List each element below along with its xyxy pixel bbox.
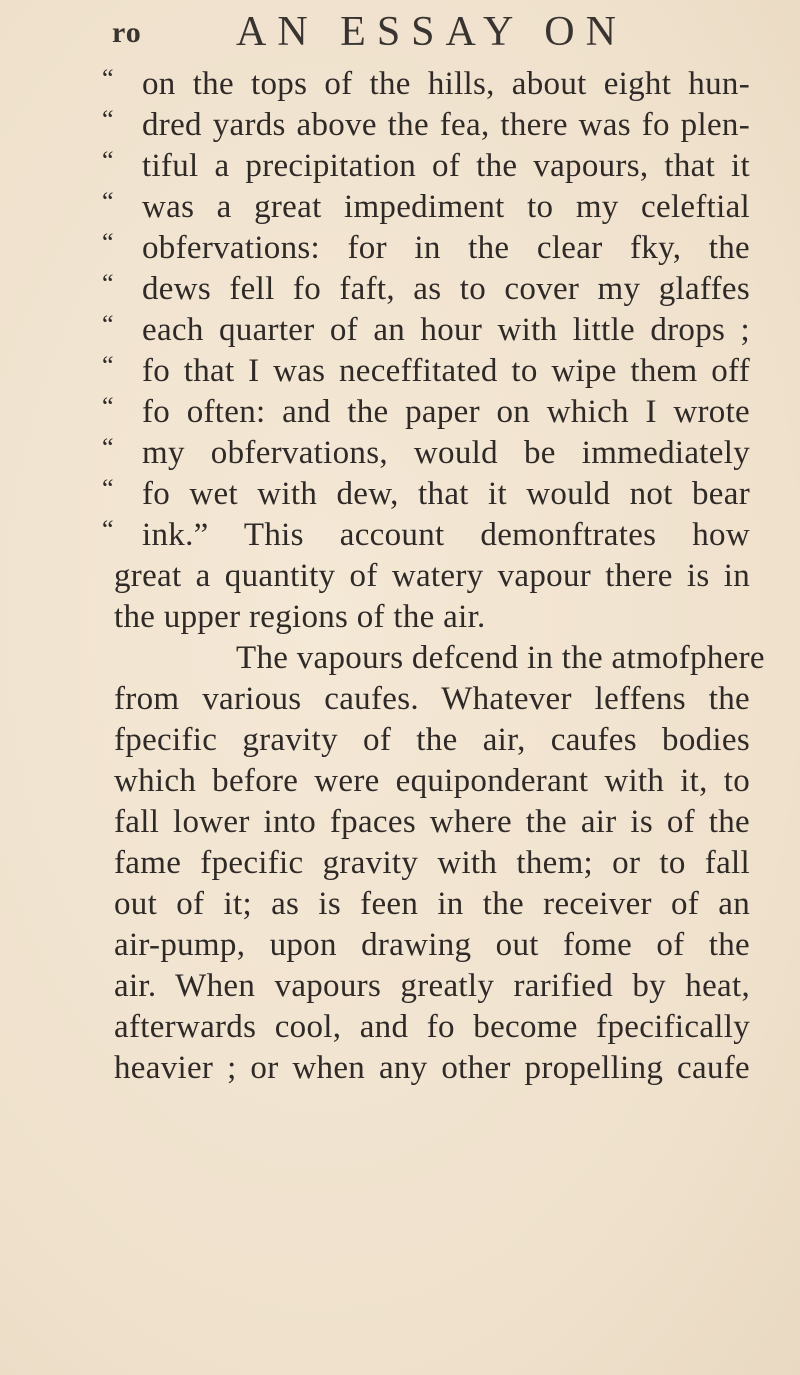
- text-line: fame fpecific gravity with them; or to fall: [114, 845, 750, 881]
- quoted-line: [102, 105, 750, 146]
- quoted-line-text: obfervations: for in the clear fky, the: [142, 230, 750, 266]
- quoted-line: [102, 392, 750, 433]
- quoted-line: [102, 433, 750, 474]
- quote-mark: “: [102, 433, 114, 462]
- quoted-line: [102, 187, 750, 228]
- quote-mark: “: [102, 105, 114, 134]
- quoted-line-text: was a great impediment to my celeftial: [142, 189, 750, 225]
- quote-mark: “: [102, 474, 114, 503]
- quoted-line: [102, 146, 750, 187]
- quoted-line: [102, 64, 750, 105]
- quoted-line-text: fo often: and the paper on which I wrote: [142, 394, 750, 430]
- quoted-line-text: tiful a precipitation of the vapours, that it: [142, 148, 750, 184]
- text-line: from various caufes. Whatever leffens the: [114, 681, 750, 717]
- text-line: afterwards cool, and fo become fpecifically: [114, 1009, 750, 1045]
- quoted-line-text: fo wet with dew, that it would not bear: [142, 476, 750, 512]
- body-text: [102, 64, 765, 1089]
- text-line: fall lower into fpaces where the air is of the: [114, 804, 750, 840]
- quoted-line: [102, 310, 750, 351]
- quote-mark: “: [102, 392, 114, 421]
- quote-mark: “: [102, 310, 114, 339]
- quote-mark: “: [102, 228, 114, 257]
- quoted-line: [102, 269, 750, 310]
- quoted-line: [102, 474, 750, 515]
- quote-mark: “: [102, 269, 114, 298]
- text-line: fpecific gravity of the air, caufes bodies: [114, 722, 750, 758]
- text-line: which before were equiponderant with it, to: [114, 763, 750, 799]
- quoted-line: [102, 228, 750, 269]
- paragraph-first-line: The vapours defcend in the atmofphere: [236, 640, 765, 676]
- page-number: ro: [112, 16, 142, 49]
- text-line: air. When vapours greatly rarified by heat,: [114, 968, 750, 1004]
- text-line: great a quantity of watery vapour there is in: [114, 558, 750, 594]
- quoted-line-text: my obfervations, would be immediately: [142, 435, 750, 471]
- quoted-line-text: dred yards above the fea, there was fo plen-: [142, 107, 750, 143]
- quote-mark: “: [102, 146, 114, 175]
- running-head: [0, 6, 800, 62]
- text-line: the upper regions of the air.: [114, 599, 486, 635]
- text-line: out of it; as is feen in the receiver of an: [114, 886, 750, 922]
- quote-mark: “: [102, 351, 114, 380]
- quoted-line-text: dews fell fo faft, as to cover my glaffes: [142, 271, 750, 307]
- quoted-line-text: each quarter of an hour with little drops ;: [142, 312, 750, 348]
- text-line: heavier ; or when any other propelling caufe: [114, 1050, 750, 1086]
- quoted-line-text: on the tops of the hills, about eight hun-: [142, 66, 750, 102]
- quoted-line-text: fo that I was neceffitated to wipe them off: [142, 353, 750, 389]
- quote-mark: “: [102, 515, 114, 544]
- quoted-line-text: ink.” This account demonftrates how: [142, 517, 750, 553]
- quote-mark: “: [102, 187, 114, 216]
- quoted-line: [102, 515, 750, 556]
- quote-mark: “: [102, 64, 114, 93]
- running-title: AN ESSAY ON: [236, 9, 627, 55]
- text-line: air-pump, upon drawing out fome of the: [114, 927, 750, 963]
- quoted-line: [102, 351, 750, 392]
